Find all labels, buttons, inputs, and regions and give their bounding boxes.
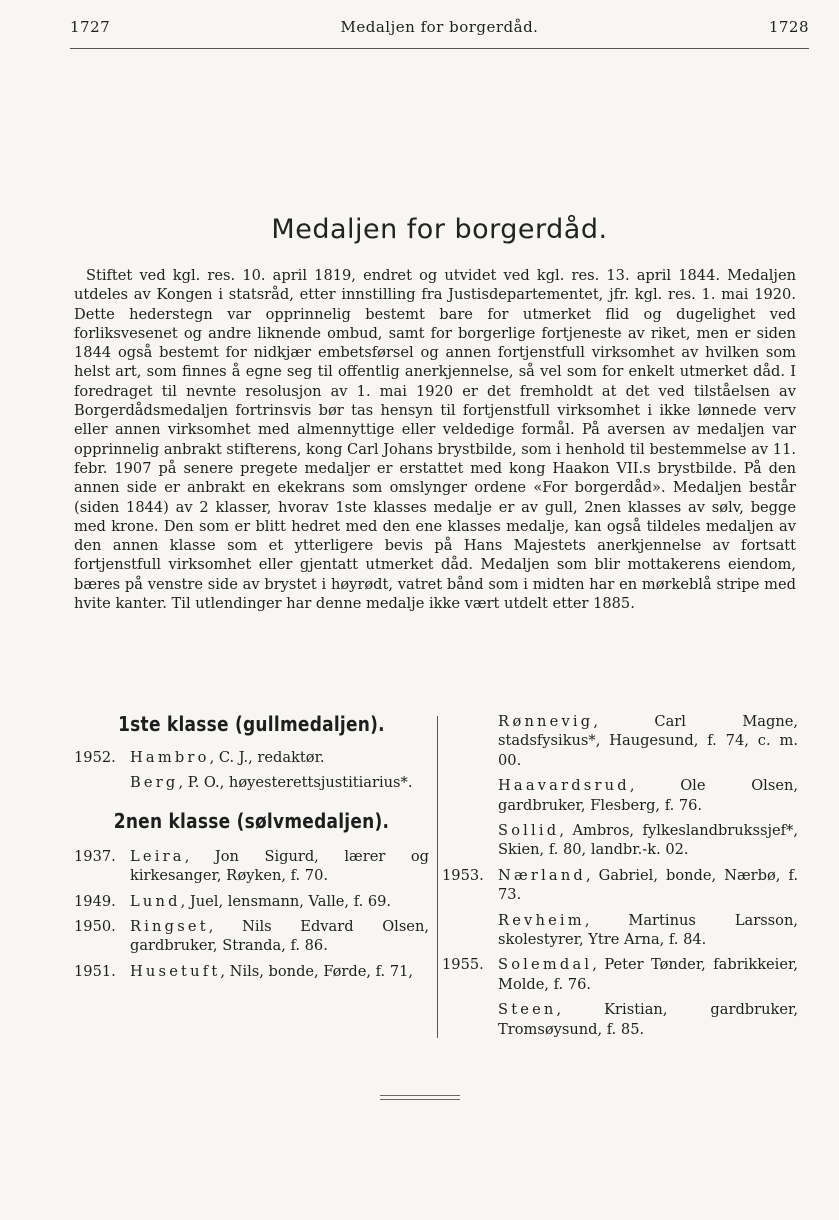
page-title: Medaljen for borgerdåd. bbox=[271, 214, 608, 245]
entry-name: Revheim bbox=[498, 911, 585, 929]
entry-details: , Nils Edvard Olsen, gardbruker, Stranda, f. 86. bbox=[130, 918, 429, 955]
list-item bbox=[442, 955, 798, 994]
entry-details: , Ambros, fylkeslandbrukssjef*, Skien, f. 80, landbr.-k. 02. bbox=[498, 822, 798, 859]
entry-name: Sollid bbox=[498, 822, 560, 840]
entry-name: Steen bbox=[498, 1001, 557, 1019]
entry-details: , Kristian, gardbruker, Tromsøysund, f. 85. bbox=[498, 1001, 798, 1038]
list-item bbox=[74, 917, 429, 956]
entry-name: Lund bbox=[130, 892, 181, 910]
list-item bbox=[442, 1000, 798, 1039]
list-item bbox=[74, 847, 429, 886]
page-number-right: 1728 bbox=[768, 18, 809, 36]
entry-year: 1951. bbox=[74, 962, 116, 980]
entry-name: Ringset bbox=[130, 918, 209, 936]
left-column bbox=[74, 712, 429, 987]
footer-rule-top bbox=[380, 1095, 460, 1096]
first-class-list bbox=[74, 748, 429, 793]
entry-details: , Ole Olsen, gardbruker, Flesberg, f. 76. bbox=[498, 777, 798, 814]
list-item bbox=[74, 962, 429, 981]
entry-details: , P. O., høyesterettsjustitiarius*. bbox=[178, 774, 413, 792]
entry-name: Rønnevig bbox=[498, 713, 594, 730]
entry-year: 1955. bbox=[442, 956, 484, 974]
column-divider bbox=[437, 716, 438, 1038]
entry-year: 1949. bbox=[74, 892, 116, 910]
list-item bbox=[442, 776, 798, 815]
footer-rule-bottom bbox=[380, 1099, 460, 1100]
running-title: Medaljen for borgerdåd. bbox=[340, 18, 539, 36]
entry-name: Nærland bbox=[498, 866, 586, 884]
entry-details: , Juel, lensmann, Valle, f. 69. bbox=[180, 892, 392, 910]
list-item bbox=[442, 911, 798, 950]
entry-name: Leira bbox=[130, 847, 185, 865]
entry-details: , Carl Magne, stadsfysikus*, Haugesund, f. 74, c. m. 00. bbox=[498, 713, 798, 769]
list-item bbox=[442, 821, 798, 860]
entry-details: , Martinus Larsson, skolestyrer, Ytre Arna, f. 84. bbox=[498, 911, 798, 949]
entry-name: Berg bbox=[130, 774, 179, 792]
entry-details: , C. J., redaktør. bbox=[209, 749, 325, 766]
entry-name: Haavardsrud bbox=[498, 777, 630, 795]
entry-name: Solemdal bbox=[498, 956, 593, 974]
entry-details: , Nils, bonde, Førde, f. 71, bbox=[220, 962, 414, 980]
entry-details: , Gabriel, bonde, Nærbø, f. 73. bbox=[498, 866, 798, 904]
list-item bbox=[442, 712, 798, 770]
first-class-heading: 1ste klasse (gullmedaljen). bbox=[118, 712, 385, 736]
entry-name: Husetuft bbox=[130, 962, 221, 980]
page-header bbox=[70, 18, 809, 44]
list-item bbox=[74, 892, 429, 911]
list-item bbox=[74, 748, 429, 767]
second-class-list bbox=[74, 847, 429, 981]
list-item bbox=[74, 773, 429, 792]
entry-year: 1937. bbox=[74, 847, 116, 865]
entry-details: , Peter Tønder, fabrikkeier, Molde, f. 76. bbox=[498, 956, 798, 993]
list-item bbox=[442, 866, 798, 905]
right-column bbox=[442, 712, 798, 1045]
entry-details: , Jon Sigurd, lærer og kirkesanger, Røyken, f. 70. bbox=[130, 847, 429, 885]
entry-name: Hambro bbox=[130, 749, 210, 766]
entry-year: 1952. bbox=[74, 749, 116, 766]
entry-year: 1953. bbox=[442, 866, 484, 884]
page-number-left: 1727 bbox=[70, 18, 111, 36]
entry-year: 1950. bbox=[74, 918, 116, 936]
header-rule bbox=[70, 48, 809, 49]
continued-list bbox=[442, 712, 798, 1039]
intro-paragraph: Stiftet ved kgl. res. 10. april 1819, endret og utvidet ved kgl. res. 13. april 1844. Medaljen utdeles av Kongen i statsråd, etter innstilling fra Justisdepartementet, jfr. kgl. res. 1. mai 1920. Dette hederstegn var opprinnelig bestemt bare for utmerket flid og dugelighet ved forliksvesenet og andre liknende ombud, samt for borgerlige fortjeneste av riket, men er siden 1844 også bestemt for nidkjær embetsførsel og annen fortjenstfull virksomhet av hvilken som helst art, som finnes å egne seg til offentlig anerkjennelse, så vel som for enkelt utmerket dåd. I foredraget til nevnte resolusjon av 1. mai 1920 er det fremholdt at det ved tilståelsen av Borgerdådsmedaljen fortrinsvis bør tas hensyn til fortjenstfull virksomhet i ikke lønnede verv eller annen virksomhet med almennyttige eller veldedige formål. På aversen av medaljen var opprinnelig anbrakt stifterens, kong Carl Johans brystbilde, som i henhold til bestemmelse av 11. febr. 1907 på senere pregete medaljer er erstattet med kong Haakon VII.s brystbilde. På den annen side er anbrakt en ekekrans som omslynger ordene «For borgerdåd». Medaljen består (siden 1844) av 2 klasser, hvorav 1ste klasses medalje er av gull, 2nen klasses av sølv, begge med krone. Den som er blitt hedret med den ene klasses medalje, kan også tildeles medaljen av den annen klasse som et ytterligere bevis på Hans Majestets anerkjennelse av fortsatt fortjenstfull virksomhet eller gjentatt utmerket dåd. Medaljen som blir mottakerens eiendom, bæres på venstre side av brystet i høyrødt, vatret bånd som i midten har en mørkeblå stripe med hvite kanter. Til utlendinger har denne medalje ikke vært utdelt etter 1885. bbox=[74, 267, 796, 613]
second-class-heading: 2nen klasse (sølvmedaljen). bbox=[113, 808, 390, 833]
